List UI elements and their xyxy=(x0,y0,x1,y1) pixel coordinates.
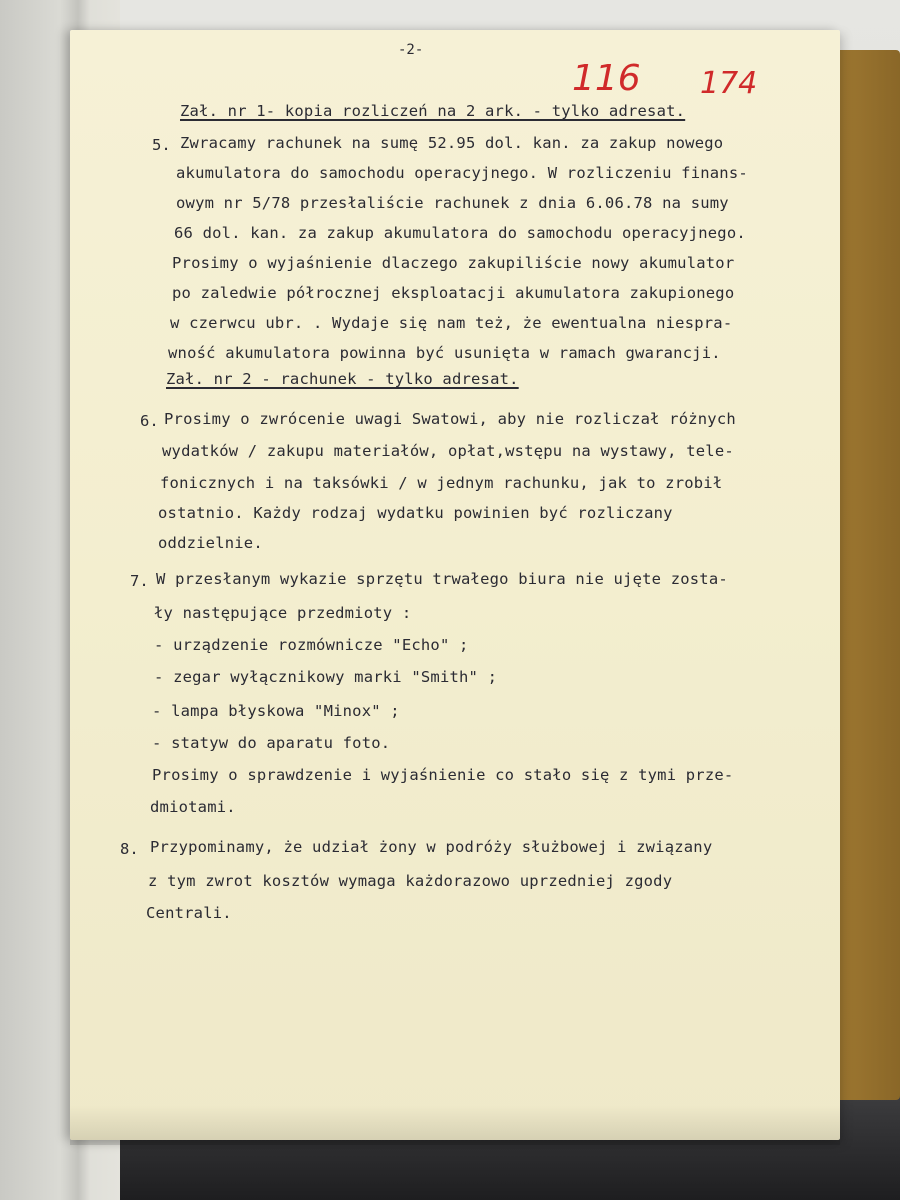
item-8-line: Centrali. xyxy=(146,904,232,922)
item-7-line: - lampa błyskowa "Minox" ; xyxy=(152,702,400,720)
item-5-line: wność akumulatora powinna być usunięta w ramach gwarancji. xyxy=(168,344,721,362)
item-7-line: - statyw do aparatu foto. xyxy=(152,734,391,752)
archive-number-1: 116 xyxy=(572,58,641,99)
item-6-line: Prosimy o zwrócenie uwagi Swatowi, aby nie rozliczał różnych xyxy=(164,410,736,428)
item-7-line: - zegar wyłącznikowy marki "Smith" ; xyxy=(154,668,498,686)
item-7-line: ły następujące przedmioty : xyxy=(154,604,412,622)
item-6-line: fonicznych i na taksówki / w jednym rachunku, jak to zrobił xyxy=(160,474,723,492)
item-5-line: akumulatora do samochodu operacyjnego. W rozliczeniu finans- xyxy=(176,164,748,182)
item-5-line: Prosimy o wyjaśnienie dlaczego zakupiliście nowy akumulator xyxy=(172,254,735,272)
archive-number-2: 174 xyxy=(700,66,758,101)
attachment-1-note: Zał. nr 1- kopia rozliczeń na 2 ark. - tylko adresat. xyxy=(180,102,686,120)
page-number: -2- xyxy=(398,42,424,58)
item-5-number: 5. xyxy=(152,136,171,154)
sheet-shadow xyxy=(70,1105,840,1145)
item-5-line: owym nr 5/78 przesłaliście rachunek z dnia 6.06.78 na sumy xyxy=(176,194,729,212)
item-6-number: 6. xyxy=(140,412,159,430)
item-7-line: W przesłanym wykazie sprzętu trwałego biura nie ujęte zosta- xyxy=(156,570,728,588)
item-6-line: ostatnio. Każdy rodzaj wydatku powinien być rozliczany xyxy=(158,504,673,522)
item-7-line: dmiotami. xyxy=(150,798,236,816)
item-6-line: oddzielnie. xyxy=(158,534,263,552)
item-5-line: 66 dol. kan. za zakup akumulatora do samochodu operacyjnego. xyxy=(174,224,746,242)
item-8-line: z tym zwrot kosztów wymaga każdorazowo uprzedniej zgody xyxy=(148,872,673,890)
item-7-line: - urządzenie rozmównicze "Echo" ; xyxy=(154,636,469,654)
item-5-line: po zaledwie półrocznej eksploatacji akumulatora zakupionego xyxy=(172,284,735,302)
item-8-line: Przypominamy, że udział żony w podróży służbowej i związany xyxy=(150,838,713,856)
item-6-line: wydatków / zakupu materiałów, opłat,wstępu na wystawy, tele- xyxy=(162,442,734,460)
item-7-number: 7. xyxy=(130,572,149,590)
attachment-2-note: Zał. nr 2 - rachunek - tylko adresat. xyxy=(166,370,519,388)
item-7-line: Prosimy o sprawdzenie i wyjaśnienie co stało się z tymi prze- xyxy=(152,766,734,784)
item-8-number: 8. xyxy=(120,840,139,858)
item-5-line: w czerwcu ubr. . Wydaje się nam też, że ewentualna niespra- xyxy=(170,314,733,332)
item-5-line: Zwracamy rachunek na sumę 52.95 dol. kan. za zakup nowego xyxy=(180,134,724,152)
